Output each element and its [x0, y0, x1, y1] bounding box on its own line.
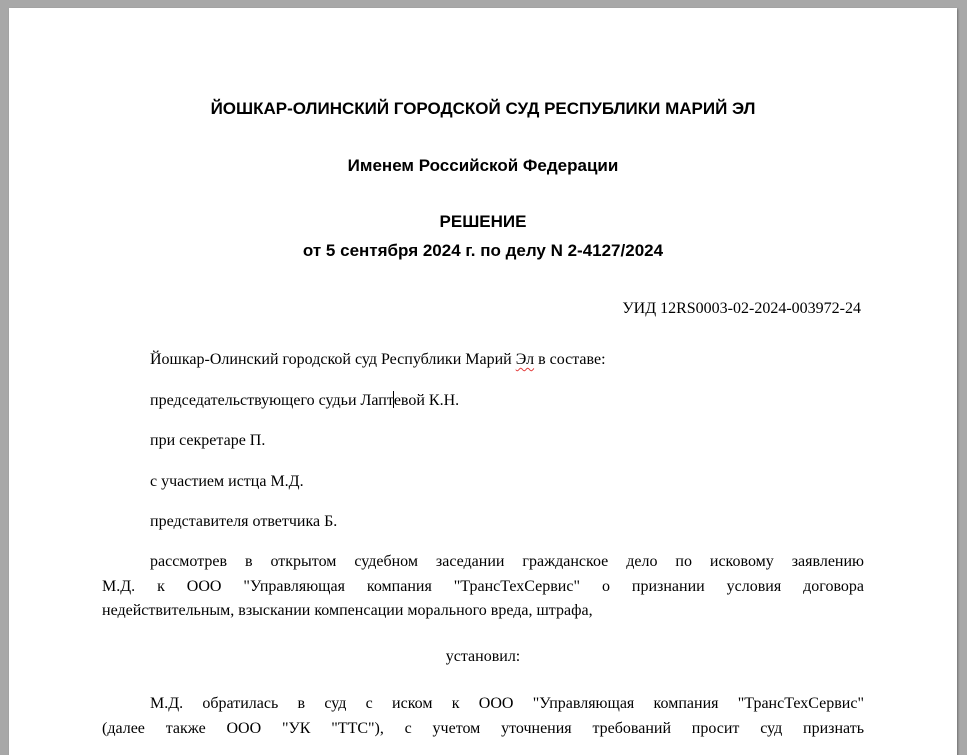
- p1-text-start: Йошкар-Олинский городской суд Республики Марий: [150, 351, 516, 368]
- case-uid: УИД 12RS0003-02-2024-003972-24: [622, 300, 861, 317]
- in-name-heading: Именем Российской Федерации: [347, 156, 619, 175]
- decision-date-case: от 5 сентября 2024 г. по делу N 2-4127/2024: [302, 241, 664, 260]
- claim-paragraph[interactable]: [102, 692, 864, 741]
- defendant-rep-paragraph[interactable]: представителя ответчика Б.: [150, 513, 338, 530]
- p1-text-end: в составе:: [534, 351, 606, 368]
- judge-paragraph[interactable]: [102, 389, 864, 414]
- p6-line-2: М.Д. к ООО "Управляющая компания "ТрансТехСервис" о признании условия договора: [102, 577, 864, 595]
- court-title: ЙОШКАР-ОЛИНСКИЙ ГОРОДСКОЙ СУД РЕСПУБЛИКИ МАРИЙ ЭЛ: [210, 99, 756, 118]
- plaintiff-paragraph[interactable]: с участием истца М.Д.: [150, 473, 304, 490]
- secretary-paragraph[interactable]: при секретаре П.: [150, 432, 266, 449]
- p2-text-end: евой К.Н.: [393, 392, 460, 409]
- p8-line-2: (далее также ООО "УК "ТТС"), с учетом уточнения требований просит суд признать: [102, 719, 864, 737]
- court-composition-paragraph[interactable]: [102, 348, 864, 373]
- decision-title: РЕШЕНИЕ: [439, 212, 527, 231]
- window-edge: [961, 0, 967, 755]
- p8-line-1: М.Д. обратилась в суд с иском к ООО "Управляющая компания "ТрансТехСервис": [150, 695, 864, 712]
- established-heading[interactable]: установил:: [445, 648, 521, 665]
- p6-line-3: недействительным, взыскании компенсации морального вреда, штрафа,: [102, 602, 593, 619]
- p2-text-start: председательствующего судьи Лапт: [150, 392, 394, 409]
- document-page[interactable]: [9, 8, 957, 755]
- spellcheck-flagged-word[interactable]: Эл: [515, 351, 535, 368]
- case-description-paragraph[interactable]: [102, 550, 864, 624]
- p6-line-1: рассмотрев в открытом судебном заседании гражданское дело по исковому заявлению: [150, 553, 864, 570]
